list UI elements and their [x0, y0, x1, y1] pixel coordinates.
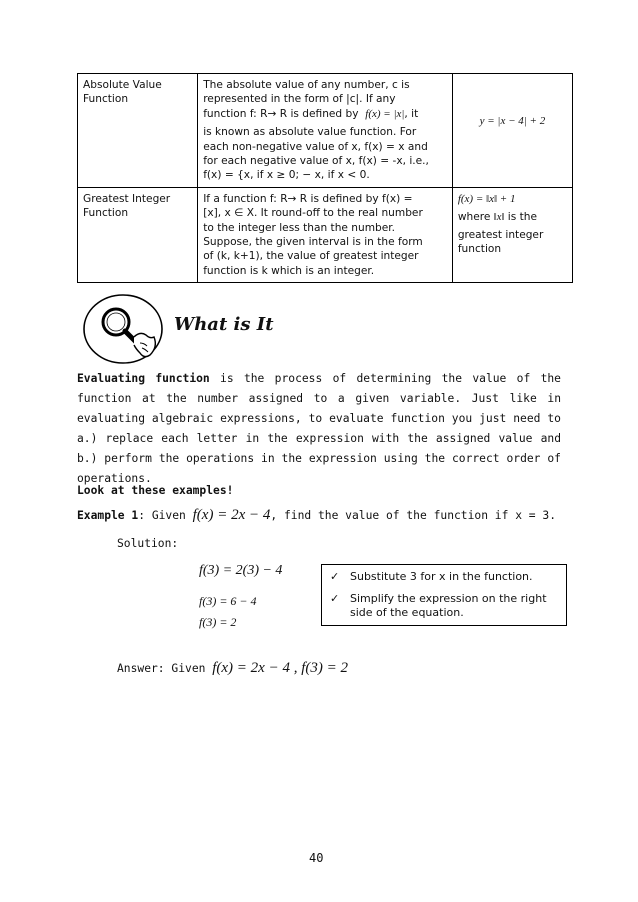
desc-line: of (k, k+1), the value of greatest integer [203, 250, 419, 263]
desc-line: function f: R→ R is defined by [203, 107, 359, 120]
example-where-line [458, 210, 567, 225]
table-row [78, 187, 573, 282]
desc-line-with-formula [203, 107, 447, 121]
function-description-cell [198, 74, 453, 188]
magnifying-glass-icon [82, 293, 164, 365]
function-example-cell [452, 187, 572, 282]
answer-prefix: Answer: Given [117, 662, 206, 675]
desc-line: is known as absolute value function. For [203, 126, 417, 139]
function-example-cell [452, 74, 572, 188]
inline-formula-suffix: , it [404, 107, 419, 120]
note-text: Simplify the expression on the right side of the equation. [350, 592, 547, 619]
examples-heading: Look at these examples! [77, 484, 234, 497]
check-icon: ✓ [330, 592, 340, 605]
answer-formula: f(x) = 2x − 4 , f(3) = 2 [212, 660, 348, 676]
norm-symbol: ‖x‖ [493, 212, 505, 224]
desc-line: f(x) = {x, if x ≥ 0; − x, if x < 0. [203, 169, 370, 182]
example-1-statement [77, 507, 556, 524]
solution-step: f(3) = 2 [199, 615, 237, 629]
solution-step: f(3) = 6 − 4 [199, 594, 257, 608]
desc-line: represented in the form of |c|. If any [203, 93, 396, 106]
given-suffix: , find the value of the function if x = 3. [270, 509, 557, 522]
given-prefix: : Given [138, 509, 186, 522]
function-description-cell [198, 187, 453, 282]
solution-label: Solution: [117, 537, 179, 550]
note-item [330, 592, 558, 620]
desc-line: [x], x ∈ X. It round-off to the real number [203, 207, 423, 220]
function-types-table [77, 73, 573, 283]
example-label: Example 1 [77, 509, 139, 522]
check-icon: ✓ [330, 570, 340, 583]
given-formula: f(x) = 2x − 4 [192, 507, 271, 523]
desc-line: Suppose, the given interval is in the form [203, 236, 423, 249]
is-the-label: is the [507, 211, 537, 224]
desc-line: for each negative value of x, f(x) = -x, i.e., [203, 155, 429, 168]
desc-line: each non-negative value of x, f(x) = x and [203, 140, 428, 153]
function-name-cell: Greatest Integer Function [78, 187, 198, 282]
desc-line: If a function f: R→ R is defined by f(x) = [203, 192, 413, 205]
desc-line: to the integer less than the number. [203, 221, 396, 234]
intro-text: is the process of determining the value of the function at the number assigned to a given variable. Just like in evaluating algebraic expressions, to evaluate function you just need to a.) replace each letter in the expression with the assigned value and b.) perform the operations in the expression using the correct order of operations. [77, 372, 561, 485]
table-row [78, 74, 573, 188]
desc-line: The absolute value of any number, c is [203, 79, 410, 91]
example-rest: greatest integer function [457, 228, 544, 256]
page-number: 40 [309, 851, 324, 865]
intro-paragraph [77, 369, 561, 489]
example-formula: y = |x − 4| + 2 [479, 115, 546, 128]
inline-formula: f(x) = |x| [365, 107, 405, 120]
desc-line: function is k which is an integer. [203, 264, 375, 277]
function-name-cell: Absolute Value Function [78, 74, 198, 188]
intro-bold-term: Evaluating function [77, 372, 210, 385]
note-item [330, 570, 558, 584]
answer-line [117, 660, 348, 677]
solution-step: f(3) = 2(3) − 4 [199, 563, 283, 578]
section-title: What is It [174, 314, 274, 335]
note-text: Substitute 3 for x in the function. [350, 570, 533, 583]
solution-notes-box [321, 564, 567, 626]
example-formula: f(x) = ‖x‖ + 1 [457, 192, 516, 205]
where-label: where [457, 211, 491, 224]
